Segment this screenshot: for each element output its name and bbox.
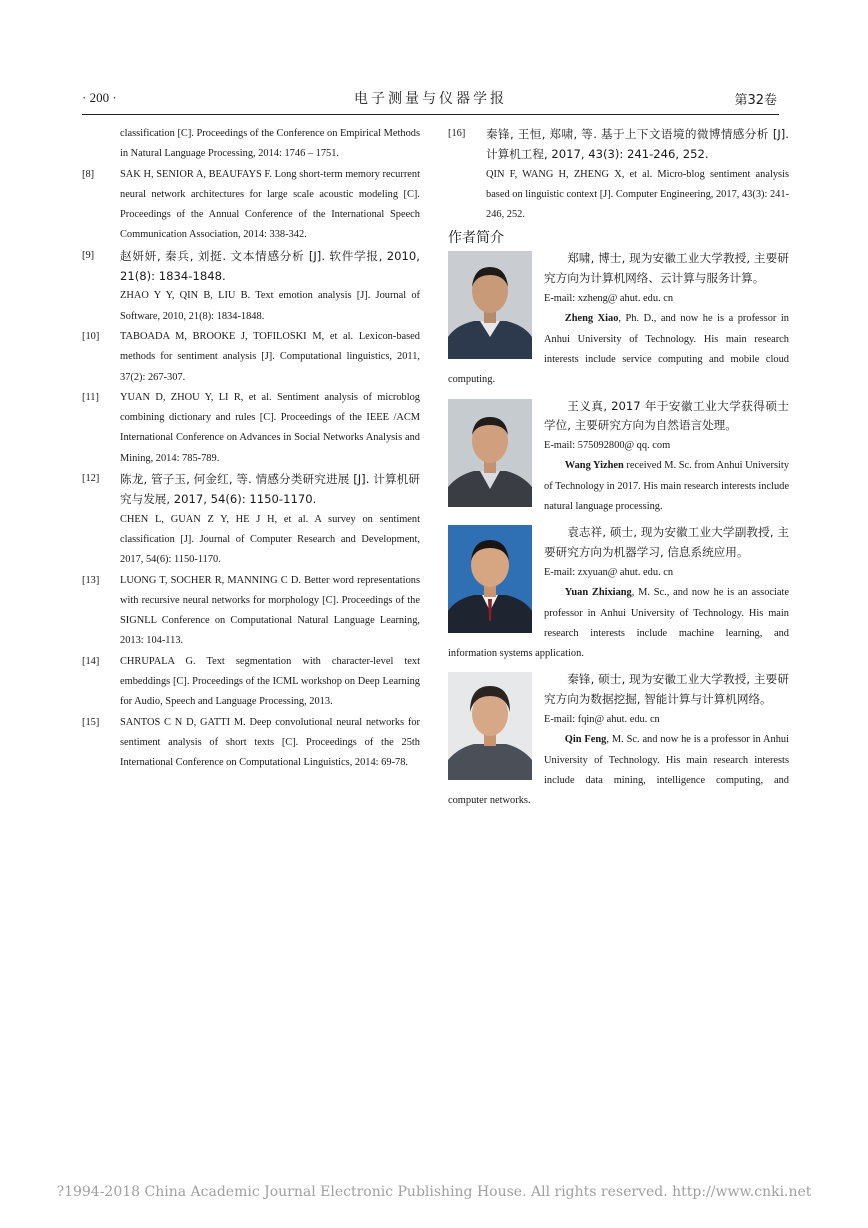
reference-number: [12] [82,473,100,485]
reference-text-chinese: 赵妍妍, 秦兵, 刘挺. 文本情感分析 [J]. 软件学报, 2010, 21(8): 1834-1848. [120,248,420,284]
author-description: , M. Sc. and now he is a professor in Anhui University of Technology. His main research interests include data mining, intelligence computing, and computer networks. [448,734,790,807]
reference-text-chinese: 秦锋, 王恒, 郑啸, 等. 基于上下文语境的微博情感分析 [J]. 计算机工程, 2017, 43(3): 241-246, 252. [486,127,789,162]
journal-title: 电子测量与仪器学报 [354,91,507,107]
author-photo [448,525,532,633]
reference-text: QIN F, WANG H, ZHENG X, et al. Micro-blog sentiment analysis based on linguistic context [J]. Computer Engineering, 2017, 43(3): 241-246, 252. [486,168,790,221]
right-column [448,124,789,818]
volume-label: 第32卷 [734,93,777,108]
author-bio-chinese: 秦锋, 硕士, 现为安徽工业大学教授, 主要研究方向为数据挖掘, 智能计算与计算机网络。 [544,672,789,707]
author-name: Zheng Xiao [564,313,619,325]
author-description: received M. Sc. from Anhui University of Technology in 2017. His main research interests include natural language processing. [544,460,790,513]
reference-number: [14] [82,655,100,667]
author-email: E-mail: zxyuan@ ahut. edu. cn [544,566,674,578]
author-bio [448,670,789,817]
reference-item [82,388,420,469]
author-photo [448,251,532,359]
reference-text-chinese: 陈龙, 管子玉, 何金红, 等. 情感分类研究进展 [J]. 计算机研究与发展, 2017, 54(6): 1150-1170. [120,472,420,507]
author-name: Qin Feng [564,734,607,746]
reference-number: [16] [448,128,466,139]
page-header [82,86,779,115]
reference-text: YUAN D, ZHOU Y, LI R, et al. Sentiment analysis of microblog combining dictionary and rules [C]. Proceedings of the IEEE /ACM International Conference on Advances in Social Networks Analysis and Mining, 2014: 785-789. [120,391,420,464]
reference-text: SAK H, SENIOR A, BEAUFAYS F. Long short-term memory recurrent neural network architectures for large scale acoustic modeling [C]. Proceedings of the Annual Conference of the International Speech Communication Association, 2014: 338-342. [120,168,420,241]
reference-number: [8] [82,168,95,180]
copyright-footer: ?1994-2018 China Academic Journal Electronic Publishing House. All rights reserved. http://www.cnki.net [56,1184,812,1200]
reference-text: classification [C]. Proceedings of the Conference on Empirical Methods in Natural Language Processing, 2014: 1746 – 1751. [120,128,420,160]
reference-number: [9] [82,249,95,261]
reference-text: CHRUPALA G. Text segmentation with character-level text embeddings [C]. Proceedings of the ICML workshop on Deep Learning for Audio, Speech and Language Processing, 2013. [120,655,420,708]
author-description: , Ph. D., and now he is a professor in Anhui University of Technology. His main research interests include service computing and mobile cloud computing. [448,313,789,386]
author-bio [448,397,789,524]
authors-section-title: 作者简介 [448,230,504,247]
author-photo [448,399,532,507]
author-bio-chinese: 王义真, 2017 年于安徽工业大学获得硕士学位, 主要研究方向为自然语言处理。 [544,398,789,433]
reference-item [82,469,420,570]
reference-number: [13] [82,574,100,586]
reference-item [82,571,420,652]
reference-number: [10] [82,330,100,342]
author-name: Wang Yizhen [564,460,624,472]
reference-text: ZHAO Y Y, QIN B, LIU B. Text emotion analysis [J]. Journal of Software, 2010, 21(8): 1834-1848. [120,290,420,322]
left-column [82,124,420,774]
page-number: · 200 · [82,90,117,105]
author-bio [448,523,789,670]
reference-number: [11] [82,391,99,403]
reference-text: LUONG T, SOCHER R, MANNING C D. Better word representations with recursive neural networks for morphology [C]. Proceedings of the SIGNLL Conference on Computational Natural Language Learning, 2013: 104-113. [120,574,420,647]
reference-text: CHEN L, GUAN Z Y, HE J H, et al. A survey on sentiment classification [J]. Journal of Computer Research and Development, 2017, 54(6): 1150-1170. [120,513,420,566]
author-description: , M. Sc., and now he is an associate professor in Anhui University of Technology. His main research interests include machine learning, and information systems application. [448,587,789,660]
reference-text: SANTOS C N D, GATTI M. Deep convolutional neural networks for sentiment analysis of short texts [C]. Proceedings of the 25th International Conference on Computational Linguistics, 2014: 69-78. [120,716,420,769]
reference-text: TABOADA M, BROOKE J, TOFILOSKI M, et al. Lexicon-based methods for sentiment analysis [J]. Computational linguistics, 2011, 37(2): 267-307. [120,330,420,383]
author-email: E-mail: fqin@ ahut. edu. cn [544,714,660,726]
author-email: E-mail: xzheng@ ahut. edu. cn [544,293,674,305]
reference-item [82,713,420,774]
author-photo [448,672,532,780]
author-bio-chinese: 郑啸, 博士, 现为安徽工业大学教授, 主要研究方向为计算机网络、云计算与服务计算。 [544,251,789,286]
reference-item [82,165,420,246]
author-name: Yuan Zhixiang [564,587,632,599]
reference-number: [15] [82,716,100,728]
reference-item [82,652,420,713]
author-bio-chinese: 袁志祥, 硕士, 现为安徽工业大学副教授, 主要研究方向为机器学习, 信息系统应用。 [544,525,789,560]
reference-item [448,124,789,225]
author-email: E-mail: 575092800@ qq. com [544,440,671,452]
reference-item [82,327,420,388]
reference-item [82,246,420,327]
reference-item [82,124,420,165]
author-bio [448,249,789,396]
